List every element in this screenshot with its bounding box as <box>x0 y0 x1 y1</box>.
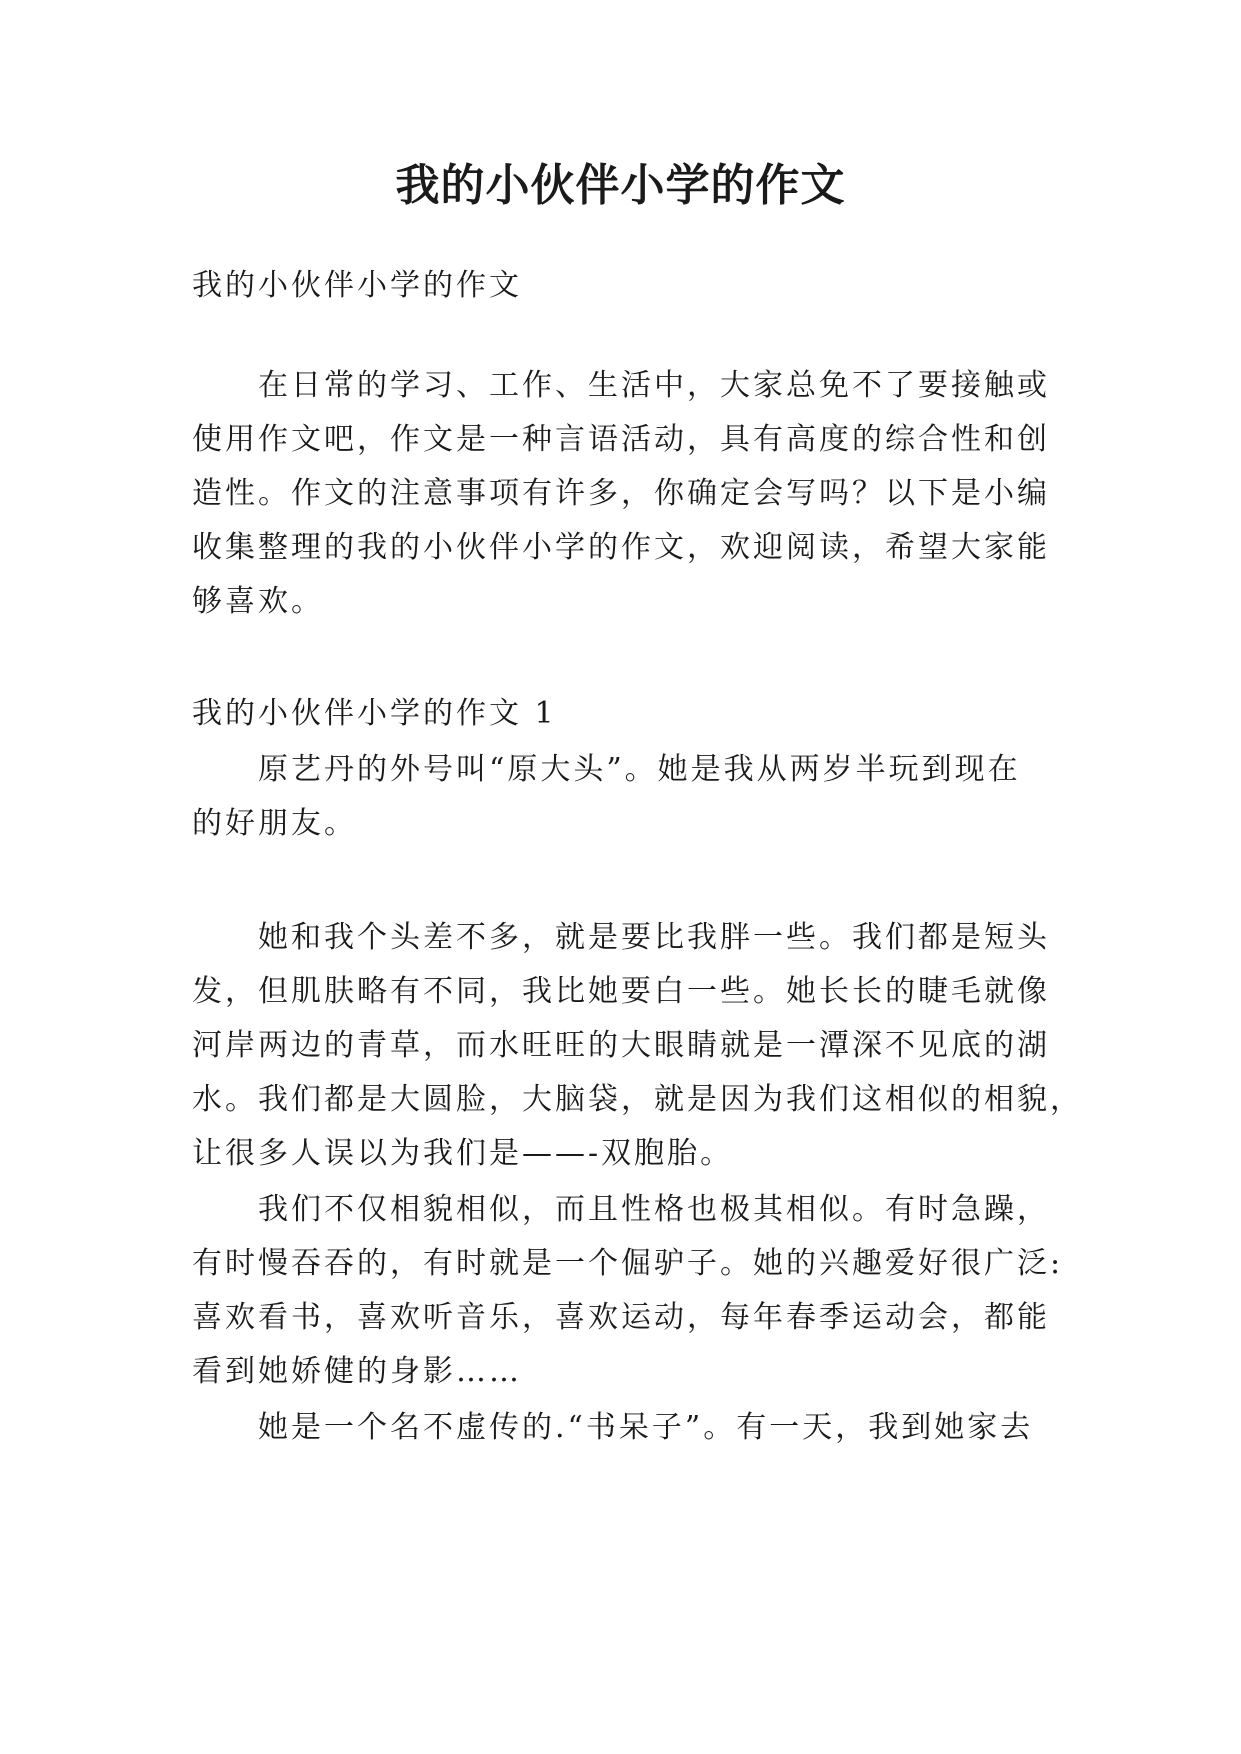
document-subtitle: 我的小伙伴小学的作文 <box>192 268 522 303</box>
paragraph-4-line-1: 她是一个名不虚传的.“书呆子”。有一天，我到她家去 <box>258 1410 1034 1445</box>
paragraph-1-line-2: 的好朋友。 <box>192 806 357 841</box>
intro-line-4: 收集整理的我的小伙伴小学的作文，欢迎阅读，希望大家能 <box>192 530 1050 565</box>
paragraph-2-line-4: 水。我们都是大圆脸，大脑袋，就是因为我们这相似的相貌， <box>192 1082 1083 1117</box>
paragraph-3-line-3: 喜欢看书，喜欢听音乐，喜欢运动，每年春季运动会，都能 <box>192 1300 1050 1335</box>
paragraph-2-line-1: 她和我个头差不多，就是要比我胖一些。我们都是短头 <box>258 920 1050 955</box>
paragraph-1-line-1: 原艺丹的外号叫“原大头”。她是我从两岁半玩到现在 <box>258 752 1021 787</box>
paragraph-2-line-2: 发，但肌肤略有不同，我比她要白一些。她长长的睫毛就像 <box>192 974 1050 1009</box>
intro-line-5: 够喜欢。 <box>192 584 324 619</box>
section-heading: 我的小伙伴小学的作文 1 <box>192 696 557 731</box>
paragraph-3-line-2: 有时慢吞吞的，有时就是一个倔驴子。她的兴趣爱好很广泛: <box>192 1246 1064 1281</box>
paragraph-2-line-5: 让很多人误以为我们是——-双胞胎。 <box>192 1136 734 1171</box>
paragraph-3-line-4: 看到她娇健的身影…… <box>192 1354 522 1389</box>
intro-line-1: 在日常的学习、工作、生活中，大家总免不了要接触或 <box>258 368 1050 403</box>
paragraph-2-line-3: 河岸两边的青草，而水旺旺的大眼睛就是一潭深不见底的湖 <box>192 1028 1050 1063</box>
intro-line-2: 使用作文吧，作文是一种言语活动，具有高度的综合性和创 <box>192 422 1050 457</box>
intro-line-3: 造性。作文的注意事项有许多，你确定会写吗？以下是小编 <box>192 476 1050 511</box>
paragraph-3-line-1: 我们不仅相貌相似，而且性格也极其相似。有时急躁， <box>258 1192 1050 1227</box>
document-title: 我的小伙伴小学的作文 <box>395 160 846 211</box>
